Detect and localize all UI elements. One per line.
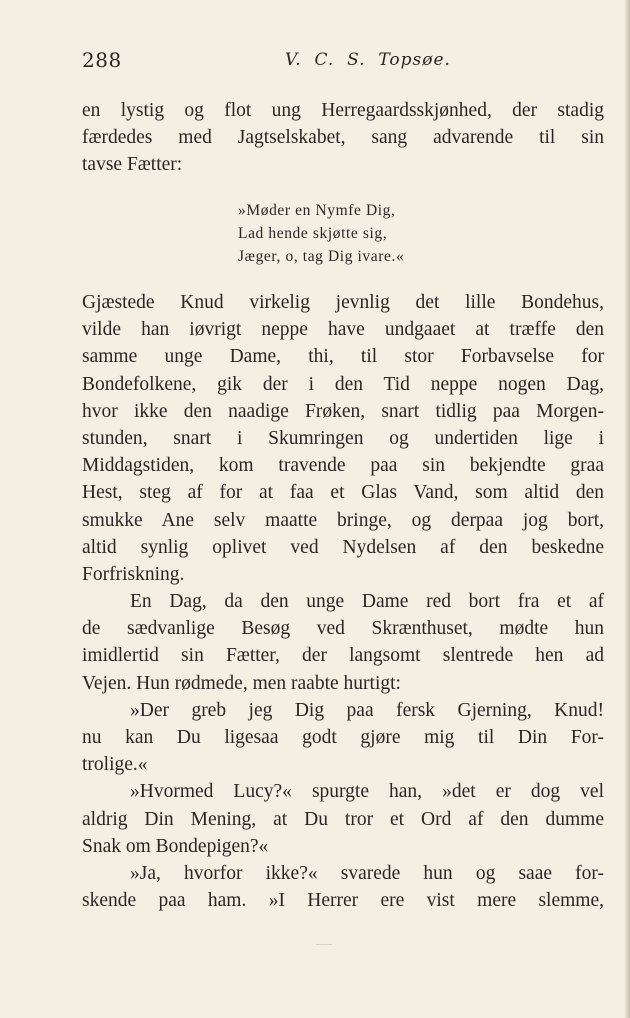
text-line: En Dag, da den unge Dame red bort fra et af	[130, 591, 604, 613]
text-line: Middagstiden, kom travende paa sin bekjendte graa	[82, 455, 604, 477]
text-line: Vejen. Hun rødmede, men raabte hurtigt:	[82, 672, 401, 694]
text-line: »Der greb jeg Dig paa fersk Gjerning, Knud!	[130, 699, 604, 721]
running-head: V. C. S. Topsøe.	[285, 50, 451, 70]
text-line: hvor ikke den naadige Frøken, snart tidlig paa Morgen-	[82, 400, 604, 422]
text-line: Gjæstede Knud virkelig jevnlig det lille Bondehus,	[82, 292, 604, 313]
text-line: imidlertid sin Fætter, der langsomt slentrede hen ad	[82, 645, 604, 667]
text-line: trolige.«	[82, 754, 148, 776]
text-line: de sædvanlige Besøg ved Skrænthuset, mødte hun	[82, 618, 604, 640]
text-line: »Hvormed Lucy?« spurgte han, »det er dog vel	[130, 781, 604, 803]
text-line: altid synlig oplivet ved Nydelsen af den beskedne	[82, 536, 604, 558]
text-line: aldrig Din Mening, at Du tror et Ord af den dumme	[82, 808, 604, 830]
verse-quote	[238, 199, 404, 268]
text-line: stunden, snart i Skumringen og undertiden lige i	[82, 427, 604, 449]
text-line: »Ja, hvorfor ikke?« svarede hun og saae for-	[130, 862, 604, 884]
opening-paragraph	[82, 97, 604, 179]
page-header	[82, 48, 608, 78]
text-line: smukke Ane selv maatte bringe, og derpaa jog bort,	[82, 509, 604, 531]
page-edge	[625, 0, 630, 1018]
body-text	[82, 289, 604, 914]
text-line: tavse Fætter:	[82, 154, 183, 176]
text-line: en lystig og flot ung Herregaardsskjønhed, der stadig	[82, 100, 604, 121]
verse-line: Lad hende skjøtte sig,	[238, 225, 388, 242]
footer-rule	[316, 944, 332, 945]
text-line: Forfriskning.	[82, 563, 185, 585]
verse-line: Jæger, o, tag Dig ivare.«	[238, 248, 405, 265]
verse-line: »Møder en Nymfe Dig,	[238, 202, 396, 219]
text-line: samme unge Dame, thi, til stor Forbavselse for	[82, 346, 604, 368]
text-line: færdedes med Jagtselskabet, sang advarende til sin	[82, 127, 604, 149]
text-line: Hest, steg af for at faa et Glas Vand, som altid den	[82, 482, 604, 504]
text-line: skende paa ham. »I Herrer ere vist mere slemme,	[82, 890, 604, 912]
text-line: nu kan Du ligesaa godt gjøre mig til Din For-	[82, 727, 604, 748]
text-line: Bondefolkene, gik der i den Tid neppe nogen Dag,	[82, 373, 604, 395]
text-line: Snak om Bondepigen?«	[82, 835, 269, 857]
text-line: vilde han iøvrigt neppe have undgaaet at træffe den	[82, 319, 604, 341]
page-number: 288	[82, 48, 122, 72]
